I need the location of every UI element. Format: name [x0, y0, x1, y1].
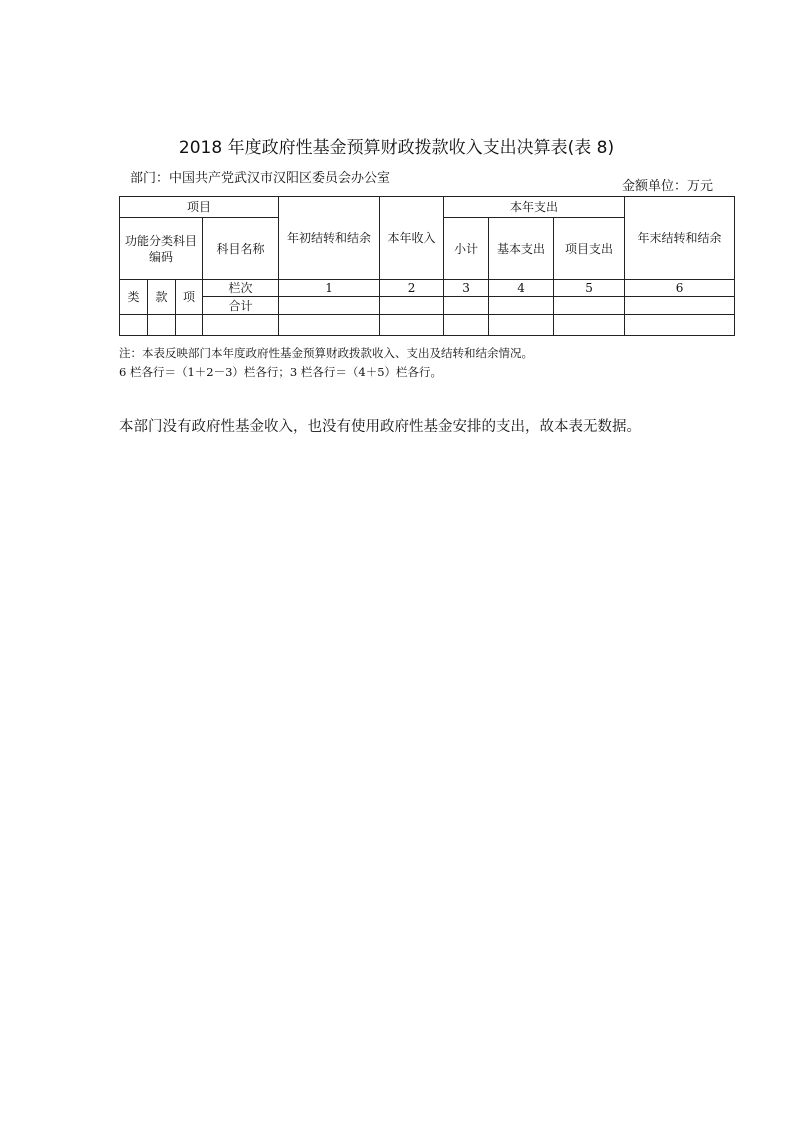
total-row	[120, 297, 735, 315]
amount-unit-label: 金额单位：万元	[622, 179, 714, 194]
table-cell	[279, 297, 380, 315]
header-row-1	[120, 197, 735, 218]
table-cell	[203, 315, 279, 336]
column-number: 3	[444, 280, 489, 297]
column-number: 5	[554, 280, 625, 297]
table-formula-note: 6 栏各行＝（1＋2－3）栏各行；3 栏各行＝（4＋5）栏各行。	[119, 365, 443, 379]
table-cell	[380, 315, 444, 336]
header-project-expense: 项目支出	[554, 218, 625, 280]
table-cell	[279, 315, 380, 336]
column-number-row	[120, 280, 735, 297]
table-cell	[148, 315, 176, 336]
table-cell	[444, 297, 489, 315]
department-label: 部门：中国共产党武汉市汉阳区委员会办公室	[130, 171, 391, 186]
table-cell	[625, 297, 735, 315]
page-title: 2018 年度政府性基金预算财政拨款收入支出决算表(表 8)	[178, 138, 615, 158]
column-number: 4	[489, 280, 554, 297]
table-cell	[380, 297, 444, 315]
header-opening-balance: 年初结转和结余	[279, 197, 380, 280]
column-number: 2	[380, 280, 444, 297]
table-note: 注：本表反映部门本年度政府性基金预算财政拨款收入、支出及结转和结余情况。	[119, 346, 533, 360]
empty-row	[120, 315, 735, 336]
header-kuan: 款	[148, 280, 176, 315]
column-number: 6	[625, 280, 735, 297]
table-cell	[120, 315, 148, 336]
column-number: 1	[279, 280, 380, 297]
header-subtotal: 小计	[444, 218, 489, 280]
table-cell	[489, 315, 554, 336]
header-lei: 类	[120, 280, 148, 315]
table-cell	[489, 297, 554, 315]
header-current-expense: 本年支出	[444, 197, 625, 218]
header-xiang: 项	[176, 280, 203, 315]
total-label: 合计	[203, 297, 279, 315]
table-cell	[554, 297, 625, 315]
column-row-label: 栏次	[203, 280, 279, 297]
no-data-statement: 本部门没有政府性基金收入，也没有使用政府性基金安排的支出，故本表无数据。	[119, 419, 641, 435]
table-cell	[176, 315, 203, 336]
header-basic-expense: 基本支出	[489, 218, 554, 280]
header-project: 项目	[120, 197, 279, 218]
table-cell	[625, 315, 735, 336]
header-closing-balance: 年末结转和结余	[625, 197, 735, 280]
header-func-code: 功能分类科目编码	[120, 218, 203, 280]
table-cell	[554, 315, 625, 336]
fund-table	[119, 196, 735, 336]
header-subject-name: 科目名称	[203, 218, 279, 280]
table-cell	[444, 315, 489, 336]
header-current-income: 本年收入	[380, 197, 444, 280]
